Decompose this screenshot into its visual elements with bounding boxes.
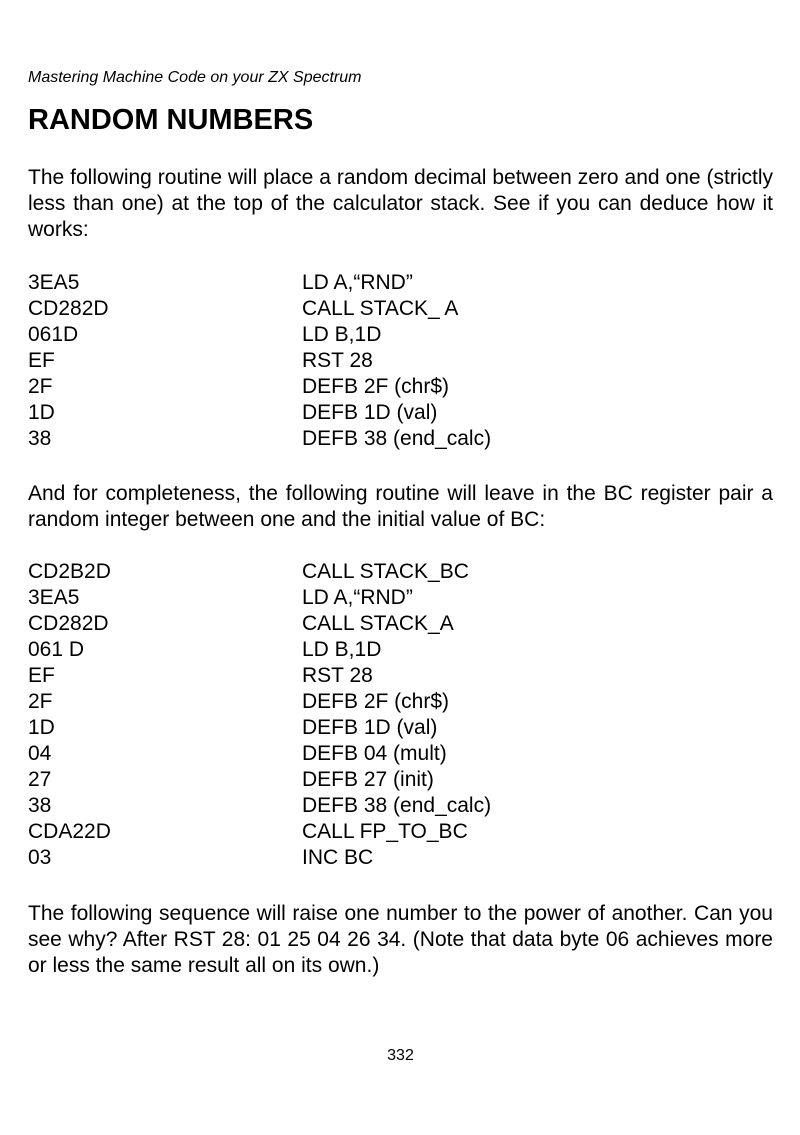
- hex-bytes: CD2B2D: [28, 560, 111, 583]
- mnemonic: DEFB 27 (init): [302, 768, 434, 791]
- hex-bytes: CDA22D: [28, 820, 111, 843]
- mnemonic: DEFB 2F (chr$): [302, 690, 450, 713]
- code-line: [28, 585, 773, 611]
- hex-bytes: EF: [28, 664, 55, 687]
- hex-bytes: 2F: [28, 375, 53, 398]
- mnemonic: CALL STACK_BC: [302, 560, 469, 583]
- hex-bytes: CD282D: [28, 612, 109, 635]
- page-number: 332: [387, 1047, 414, 1064]
- hex-bytes: 27: [28, 768, 52, 791]
- code-listing-random-integer: [28, 559, 773, 871]
- code-line: [28, 637, 773, 663]
- code-line: [28, 845, 773, 871]
- mnemonic: DEFB 04 (mult): [302, 742, 447, 765]
- code-line: [28, 689, 773, 715]
- hex-bytes: 061D: [28, 323, 79, 346]
- code-line: [28, 270, 773, 296]
- mnemonic: CALL STACK_ A: [302, 297, 459, 320]
- mnemonic: CALL FP_TO_BC: [302, 820, 468, 843]
- intro-paragraph: The following routine will place a random decimal between zero and one (strictly less than one) at the top of the calculator stack. See if you can deduce how it works:: [28, 166, 773, 241]
- code-line: [28, 819, 773, 845]
- code-line: [28, 426, 773, 452]
- code-line: [28, 767, 773, 793]
- section-title: RANDOM NUMBERS: [28, 104, 314, 136]
- code-line: [28, 296, 773, 322]
- completeness-paragraph: And for completeness, the following routine will leave in the BC register pair a random integer between one and the initial value of BC:: [28, 482, 773, 531]
- mnemonic: DEFB 38 (end_calc): [302, 794, 492, 817]
- hex-bytes: 38: [28, 427, 52, 450]
- book-page: [28, 0, 773, 1135]
- mnemonic: DEFB 1D (val): [302, 401, 438, 424]
- code-line: [28, 611, 773, 637]
- mnemonic: RST 28: [302, 664, 373, 687]
- running-header: Mastering Machine Code on your ZX Spectrum: [28, 69, 362, 86]
- code-line: [28, 322, 773, 348]
- mnemonic: LD A,“RND”: [302, 271, 413, 294]
- mnemonic: LD B,1D: [302, 323, 382, 346]
- hex-bytes: 38: [28, 794, 52, 817]
- hex-bytes: 061 D: [28, 638, 85, 661]
- hex-bytes: 2F: [28, 690, 53, 713]
- hex-bytes: 3EA5: [28, 271, 80, 294]
- code-line: [28, 400, 773, 426]
- mnemonic: DEFB 1D (val): [302, 716, 438, 739]
- mnemonic: RST 28: [302, 349, 373, 372]
- code-line: [28, 741, 773, 767]
- mnemonic: LD B,1D: [302, 638, 382, 661]
- code-line: [28, 348, 773, 374]
- hex-bytes: 3EA5: [28, 586, 80, 609]
- code-line: [28, 793, 773, 819]
- code-line: [28, 663, 773, 689]
- code-line: [28, 715, 773, 741]
- hex-bytes: 04: [28, 742, 52, 765]
- code-line: [28, 559, 773, 585]
- hex-bytes: EF: [28, 349, 55, 372]
- hex-bytes: 1D: [28, 401, 55, 424]
- hex-bytes: 03: [28, 846, 52, 869]
- hex-bytes: 1D: [28, 716, 55, 739]
- mnemonic: CALL STACK_A: [302, 612, 454, 635]
- mnemonic: INC BC: [302, 846, 374, 869]
- mnemonic: LD A,“RND”: [302, 586, 413, 609]
- code-listing-random-decimal: [28, 270, 773, 452]
- power-paragraph: The following sequence will raise one number to the power of another. Can you see why? After RST 28: 01 25 04 26 34. (Note that data byte 06 achieves more or less the same result all on its own.): [28, 902, 773, 977]
- mnemonic: DEFB 2F (chr$): [302, 375, 450, 398]
- mnemonic: DEFB 38 (end_calc): [302, 427, 492, 450]
- hex-bytes: CD282D: [28, 297, 109, 320]
- code-line: [28, 374, 773, 400]
